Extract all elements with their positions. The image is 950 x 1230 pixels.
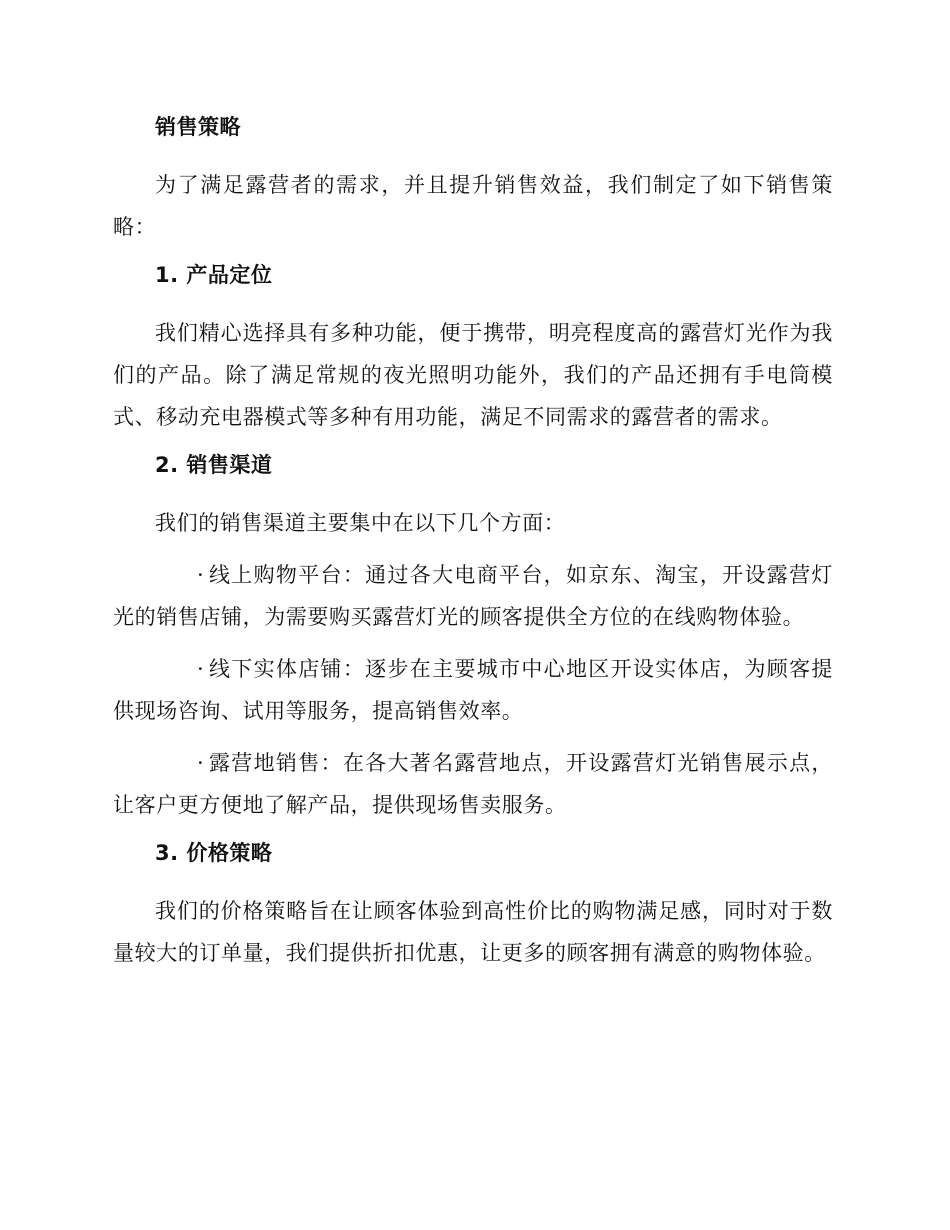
bullet-dot-icon: · bbox=[197, 657, 205, 681]
sales-channels-paragraph: 我们的销售渠道主要集中在以下几个方面： bbox=[155, 511, 566, 535]
bullet-dot-icon: · bbox=[197, 751, 205, 775]
pricing-paragraph: 我们的价格策略旨在让顾客体验到高性价比的购物满足感，同时对于数量较大的订单量，我们提供折扣优惠，让更多的顾客拥有满意的购物体验。 bbox=[113, 899, 833, 965]
bullet-item-online bbox=[113, 554, 833, 638]
section-title: 销售策略 bbox=[155, 115, 241, 139]
bullet-text-online: 线上购物平台：通过各大电商平台，如京东、淘宝，开设露营灯光的销售店铺，为需要购买露营灯光的顾客提供全方位的在线购物体验。 bbox=[113, 563, 833, 629]
bullet-item-campsite bbox=[113, 742, 833, 826]
intro-paragraph: 为了满足露营者的需求，并且提升销售效益，我们制定了如下销售策略： bbox=[113, 173, 833, 239]
product-positioning-paragraph: 我们精心选择具有多种功能，便于携带，明亮程度高的露营灯光作为我们的产品。除了满足常规的夜光照明功能外，我们的产品还拥有手电筒模式、移动充电器模式等多种有用功能，满足不同需求的露营者的需求。 bbox=[113, 321, 833, 429]
section-heading-product-positioning: 1. 产品定位 bbox=[155, 263, 273, 287]
bullet-item-offline bbox=[113, 648, 833, 732]
section-heading-pricing: 3. 价格策略 bbox=[155, 841, 273, 865]
bullet-text-offline: 线下实体店铺：逐步在主要城市中心地区开设实体店，为顾客提供现场咨询、试用等服务，提高销售效率。 bbox=[113, 657, 833, 723]
bullet-text-campsite: 露营地销售：在各大著名露营地点，开设露营灯光销售展示点，让客户更方便地了解产品，提供现场售卖服务。 bbox=[113, 751, 833, 817]
section-heading-sales-channels: 2. 销售渠道 bbox=[155, 453, 273, 477]
document-body bbox=[113, 110, 833, 984]
bullet-dot-icon: · bbox=[197, 563, 205, 587]
